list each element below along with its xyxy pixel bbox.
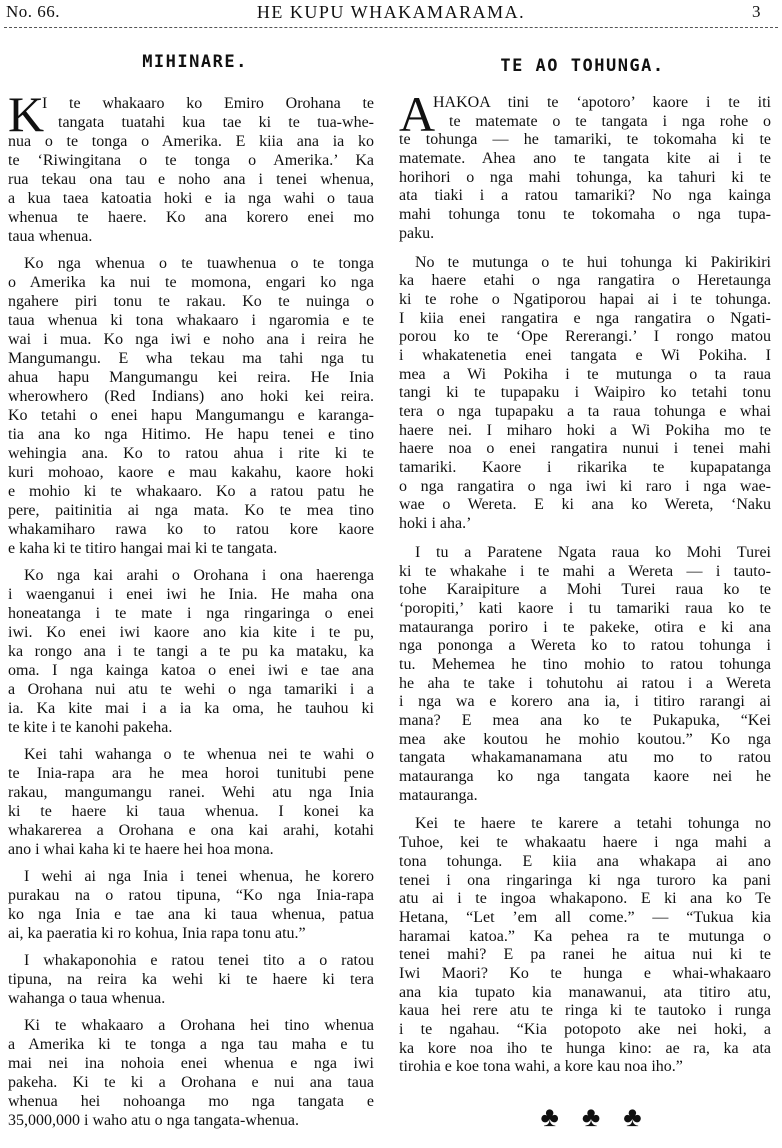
text-line: rakau, mangumangu ranei. Wehi atu nga Inia	[8, 784, 374, 801]
text-line: mai nei ina nohoia enei whenua e nga iwi	[8, 1055, 374, 1072]
text-line: pakeha. Ki te ki a Orohana e nui ana taua	[8, 1074, 374, 1091]
text-line: tona tohunga. E kiia ana whakapa ai ano	[399, 852, 771, 870]
clover-ornament-icon: ♣ ♣ ♣	[540, 1102, 650, 1133]
publication-title: HE KUPU WHAKAMARAMA.	[256, 2, 526, 22]
text-line: ai, ka paeratia ki ro kohua, Inia rapa tonu atu.”	[8, 925, 306, 942]
text-line: ana kia tupato kia manawanui, ata titiro atu,	[399, 983, 771, 1001]
text-line: Hetana, “Let ’em all come.” — “Tukua kia	[399, 908, 771, 926]
text-line: tamariki. Kaore i rikarika te kupapatanga	[399, 459, 771, 477]
text-line: purakau na o ratou tipuna, “Ko nga Inia-rapa	[8, 887, 374, 904]
text-line: 35,000,000 i waho atu o nga tangata-whenua.	[8, 1112, 300, 1129]
text-line: Ki te whakaaro a Orohana hei tino whenua	[24, 1017, 374, 1034]
text-line: Kei te haere te karere a tetahi tohunga no	[415, 815, 771, 833]
text-line: rua tekau ona tau e noho ana i tenei whenua,	[8, 171, 374, 188]
page-number: 3	[752, 2, 761, 21]
text-line: HAKOA tini te ‘apotoro’ kaore i te iti	[433, 94, 771, 111]
text-line: te matemate o te tangata i nga rohe o	[449, 112, 771, 130]
text-line: ka kore noa iho te hunga kino: ae ra, ka ata	[399, 1039, 771, 1057]
text-line: mea ake koutou he mohio koutou.” Ko nga	[399, 730, 771, 748]
text-line: kuri mohoao, kaore e mau kakahu, kaore hoki	[8, 464, 374, 481]
text-line: ko nga Inia e tae ana ki taua whenua, patua	[8, 906, 374, 923]
text-line: haramai katoa.” Ka pehea ra te mutunga o	[399, 927, 771, 945]
text-line: matauranga ko nga tangata kaore nei he	[399, 768, 771, 786]
text-line: tera o nga tupapaku a ta raua tohunga e whai	[399, 403, 771, 420]
text-line: wehingia ana. Ko to ratou ahua i rite ki te	[8, 445, 374, 462]
text-line: ata tiaki i a ratou tamariki? No nga kainga	[399, 187, 771, 205]
text-line: tenei i ona ringaringa ki nga turoro ka pani	[399, 871, 771, 889]
text-line: tu. Mehemea he tino mohio to ratou tohunga	[399, 655, 771, 673]
article-paragraph	[8, 86, 374, 246]
text-line: hoki i aha.’	[399, 515, 472, 533]
text-line: ki te haere ki taua whenua. I konei ka	[8, 803, 374, 820]
text-line: tirohia e koe tona wahi, a kore kau noa iho.”	[399, 1058, 683, 1076]
issue-number: No. 66.	[6, 2, 61, 21]
text-line: te kite i te kanohi pakeha.	[8, 719, 173, 736]
article-paragraph	[8, 254, 374, 558]
text-line: ahua hapu Mangumangu kei reira. He Inia	[8, 369, 374, 386]
text-line: nua o te tonga o Amerika. E kiia ana ia ko	[8, 133, 374, 150]
text-line: haere noa o enei rangatira nunui i tenei mahi	[399, 440, 771, 458]
text-line: tipuna, na reira ka wehi ki te haere ki tera	[8, 971, 374, 988]
article-heading-te-ao-tohunga: TE AO TOHUNGA.	[500, 56, 665, 76]
text-line: iwi. Ko enei iwi kaore ano kia kite i te pu,	[8, 624, 374, 641]
text-line: I wehi ai nga Inia i tenei whenua, he korero	[24, 868, 374, 885]
text-line: wahanga o taua whenua.	[8, 990, 166, 1007]
article-paragraph	[399, 86, 771, 244]
text-line: horihori o nga mahi tohunga, ka tahuri ki te	[399, 168, 771, 186]
text-line: o nga rangatira o nga iwi ki raro i nga wae-	[399, 477, 771, 495]
text-line: i nga wa e korero ana ia, i titiro rarangi ai	[399, 693, 771, 711]
text-line: No te mutunga o te hui tohunga ki Pakirikiri	[415, 253, 771, 271]
text-line: ‘poropiti,’ kati kaore i tu tamariki raua ko te	[399, 599, 771, 617]
text-line: a Amerika ki te tonga a nga tau maha e tu	[8, 1036, 374, 1053]
drop-cap: K	[8, 86, 45, 142]
text-line: Tuhoe, kei te whakaatu haere i nga mahi a	[399, 834, 771, 852]
text-line: tia ana ko nga Hitimo. He hapu tenei e tino	[8, 426, 374, 443]
text-line: nga pononga a Wereta ko to ratou tohunga i	[399, 637, 771, 655]
text-line: ki te whakahe i te mahi a Wereta — i tauto-	[399, 562, 771, 580]
article-paragraph	[8, 951, 374, 1008]
article-paragraph	[8, 566, 374, 737]
text-line: ia. Ka kite mai i a ia ka oma, he tauhou ki	[8, 700, 374, 717]
text-line: Ko tetahi o enei hapu Mangumangu e karanga-	[8, 407, 374, 424]
text-line: ka haere etahi o nga rangatira o Heretaunga	[399, 272, 771, 290]
text-line: I whakaponohia e ratou tenei tito a o ratou	[24, 952, 374, 969]
article-paragraph	[399, 254, 771, 534]
text-line: tohe Karaipiture a Mohi Turei raua ko te	[399, 581, 771, 599]
text-line: whakarerea a Orohana e ona kai arahi, kotahi	[8, 822, 374, 839]
text-line: Mangumangu. E wha tekau ma tahi nga tu	[8, 350, 374, 367]
header-rule	[4, 27, 778, 28]
text-line: ngahere piri tonu te rakau. Ko te nuinga o	[8, 293, 374, 310]
text-line: he aha te take i tohutohu ai ratou i a Wereta	[399, 674, 771, 692]
text-line: whenua te haere. Ko ana korero enei mo	[8, 209, 374, 226]
text-line: atu ai i te ingoa whakapono. E ki ana ko Te	[399, 890, 771, 908]
text-line: taua whenua ki tona whakaaro i ngaromia e te	[8, 312, 374, 329]
article-paragraph	[399, 544, 771, 806]
text-line: e kaha ki te titiro hangai mai ki te tangata.	[8, 540, 278, 557]
text-line: taua whenua.	[8, 228, 93, 245]
text-line: i whakatenetia enei tangata e Wi Pokiha. I	[399, 346, 771, 364]
text-line: a kua taea katoatia hoki e ia nga wahi o taua	[8, 190, 374, 207]
text-line: tangi ki te tupapaku i Waipiro ko tetahi tonu	[399, 384, 771, 402]
text-line: I te whakaaro ko Emiro Orohana te	[42, 95, 374, 112]
text-line: ki te rohe o Ngatiporou hapai ai i te tohunga.	[399, 290, 771, 308]
text-line: kaua hei rere atu te ringa ki te tautoko i runga	[399, 1002, 771, 1020]
text-line: tangata whakamanamana atu mo to ratou	[399, 749, 771, 767]
text-line: I tu a Paratene Ngata raua ko Mohi Turei	[415, 543, 771, 561]
text-line: i te ngahau. “Kia potopoto ake nei hoki, a	[399, 1021, 771, 1038]
text-line: a Orohana nui atu te wehi o nga tamariki i a	[8, 681, 374, 698]
text-line: ka rongo ana i te tangi a te pu ka mataku, ka	[8, 643, 374, 660]
text-line: Ko nga kai arahi o Orohana i ona haerenga	[24, 567, 374, 584]
drop-cap: A	[399, 86, 436, 142]
text-line: pere, paitinitia ai nga mata. Ko te mea tino	[8, 502, 374, 519]
text-line: mahi tohunga tonu te tokomaha o nga tupa-	[399, 206, 771, 224]
text-line: Ko nga whenua o te tuawhenua o te tonga	[24, 255, 374, 272]
text-line: whenua hei nohoanga mo nga tangata e	[8, 1093, 374, 1110]
text-line: matauranga poriro i te pakeke, otira e ki ana	[399, 618, 771, 636]
text-line: ano i whai kaha ki te haere hei hoa mona.	[8, 841, 274, 858]
text-line: oma. I nga kainga katoa o enei iwi e tae ana	[8, 662, 374, 679]
text-line: porou ko te ‘Ope Rererangi.’ I rongo matou	[399, 328, 771, 346]
text-line: wae o Wereta. E ki ana ko Wereta, ‘Naku	[399, 496, 771, 514]
text-line: te Inia-rapa ara he mea horoi tunitubi pene	[8, 765, 374, 782]
article-paragraph	[8, 745, 374, 859]
text-line: te tohunga — he tamariki, te tokomaha ki te	[399, 131, 771, 149]
article-paragraph	[399, 815, 771, 1077]
text-line: matauranga.	[399, 786, 478, 804]
text-line: haere nei. I miharo hoki a Wi Pokiha mo te	[399, 421, 771, 439]
text-line: tangata tuatahi kua tae ki te tua-whe-	[58, 114, 374, 131]
article-column-left	[8, 86, 374, 1138]
article-paragraph	[8, 1016, 374, 1130]
text-line: whakamiharo rawa ko to ratou kore kaore	[8, 521, 374, 538]
text-line: mea a Wi Pokiha i te mutunga o ta raua	[399, 365, 771, 383]
text-line: paku.	[399, 224, 435, 242]
text-line: e mohio ki te whakaaro. Ko a ratou patu he	[8, 483, 374, 500]
article-heading-mihinare: MIHINARE.	[142, 52, 248, 72]
text-line: o Amerika ka nui te momona, engari ko nga	[8, 274, 374, 291]
text-line: tenei mahi? E pa ranei he aitua nui ki te	[399, 946, 771, 964]
text-line: wai i mua. Ko nga iwi e noho ana i reira he	[8, 331, 374, 348]
text-line: wherowhero (Red Indians) ano hoki kei reira.	[8, 388, 374, 405]
text-line: I kiia enei rangatira e nga rangatira o Ngati-	[399, 309, 771, 327]
text-line: Iwi Maori? Ko te hunga e whai-whakaaro	[399, 964, 771, 982]
text-line: i waenganui i enei iwi he Inia. He maha ona	[8, 586, 374, 603]
text-line: Kei tahi wahanga o te whenua nei te wahi o	[24, 746, 374, 763]
text-line: mana? E mea ana ko te Pukapuka, “Kei	[399, 712, 771, 729]
text-line: matemate. Ahea ano te tangata kite ai i te	[399, 150, 771, 168]
article-paragraph	[8, 867, 374, 943]
article-column-right	[399, 86, 771, 1087]
text-line: honeatanga i te mate i nga ringaringa o enei	[8, 605, 374, 622]
text-line: te ‘Riwingitana o te tonga o Amerika.’ Ka	[8, 152, 374, 169]
